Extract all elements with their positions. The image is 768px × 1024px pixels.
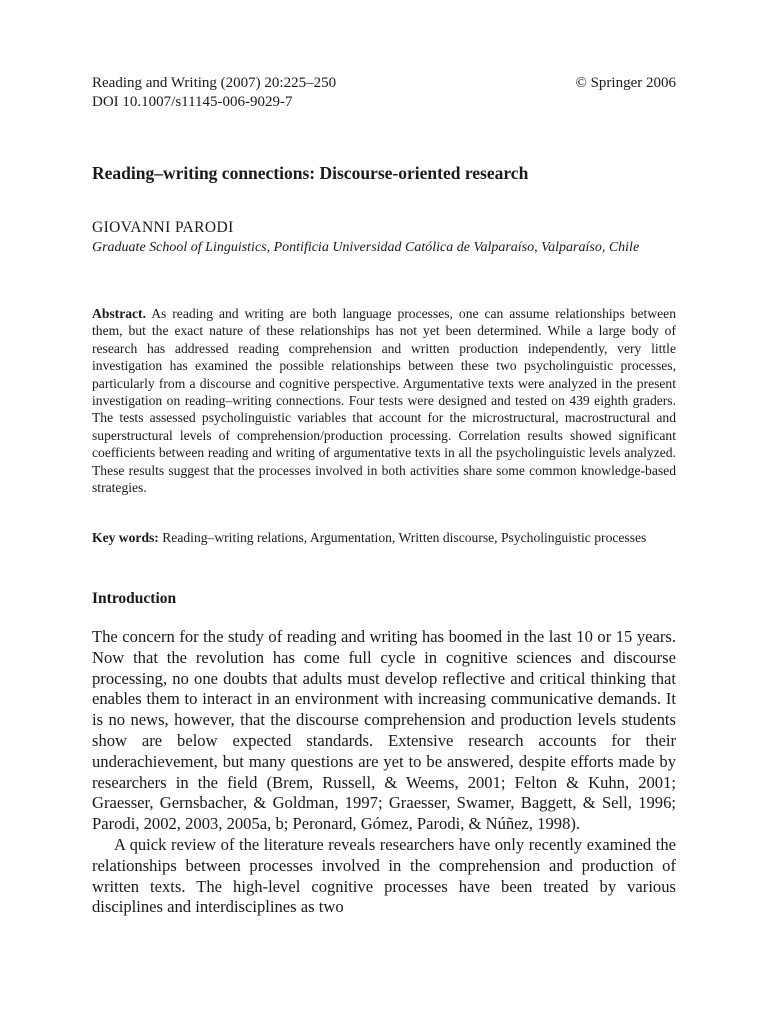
- copyright: © Springer 2006: [575, 75, 676, 91]
- author-name: GIOVANNI PARODI: [92, 219, 234, 236]
- introduction-body: [92, 627, 676, 918]
- abstract-text: As reading and writing are both language processes, one can assume relationships between them, but the exact nature of these relationships has not yet been determined. While a large body of research has addressed reading comprehension and written production independently, very little investigation has examined the possible relationships between these two psycholinguistic processes, particularly from a discourse and cognitive perspective. Argumentative texts were analyzed in the present investigation on reading–writing connections. Four tests were designed and tested on 439 eighth graders. The tests assessed psycholinguistic variables that account for the microstructural, macrostructural and superstructural levels of comprehension/production processing. Correlation results showed significant coefficients between reading and writing of argumentative texts in all the psycholinguistic levels analyzed. These results suggest that the processes involved in both activities share some common knowledge-based strategies.: [92, 306, 676, 496]
- doi: DOI 10.1007/s11145-006-9029-7: [92, 94, 293, 110]
- paragraph: A quick review of the literature reveals researchers have only recently examined the relationships between processes involved in the comprehension and production of written texts. The high-level cognitive processes have been treated by various disciplines and interdisciplines as two: [92, 834, 676, 917]
- section-heading-introduction: Introduction: [92, 590, 177, 607]
- paragraph: The concern for the study of reading and writing has boomed in the last 10 or 15 years. Now that the revolution has come full cycle in cognitive sciences and discourse processing, no one doubts that adults must develop reflective and critical thinking that enables them to interact in an environment with increasing communicative demands. It is no news, however, that the discourse comprehension and production levels students show are below expected standards. Extensive research accounts for their underachievement, but many questions are yet to be answered, despite efforts made by researchers in the field (Brem, Russell, & Weems, 2001; Felton & Kuhn, 2001; Graesser, Gernsbacher, & Goldman, 1997; Graesser, Swamer, Baggett, & Sell, 1996; Parodi, 2002, 2003, 2005a, b; Peronard, Gómez, Parodi, & Núñez, 1998).: [92, 627, 676, 834]
- keywords: [92, 529, 676, 547]
- keywords-label: Key words:: [92, 530, 159, 545]
- paper-title: Reading–writing connections: Discourse-oriented research: [92, 163, 529, 183]
- journal-citation: Reading and Writing (2007) 20:225–250: [92, 75, 337, 91]
- abstract: [92, 305, 676, 496]
- author-affiliation: Graduate School of Linguistics, Pontificia Universidad Católica de Valparaíso, Valparaíso, Chile: [92, 240, 640, 255]
- abstract-label: Abstract.: [92, 306, 146, 321]
- running-header: [92, 74, 676, 112]
- keywords-text: Reading–writing relations, Argumentation, Written discourse, Psycholinguistic processes: [162, 530, 647, 545]
